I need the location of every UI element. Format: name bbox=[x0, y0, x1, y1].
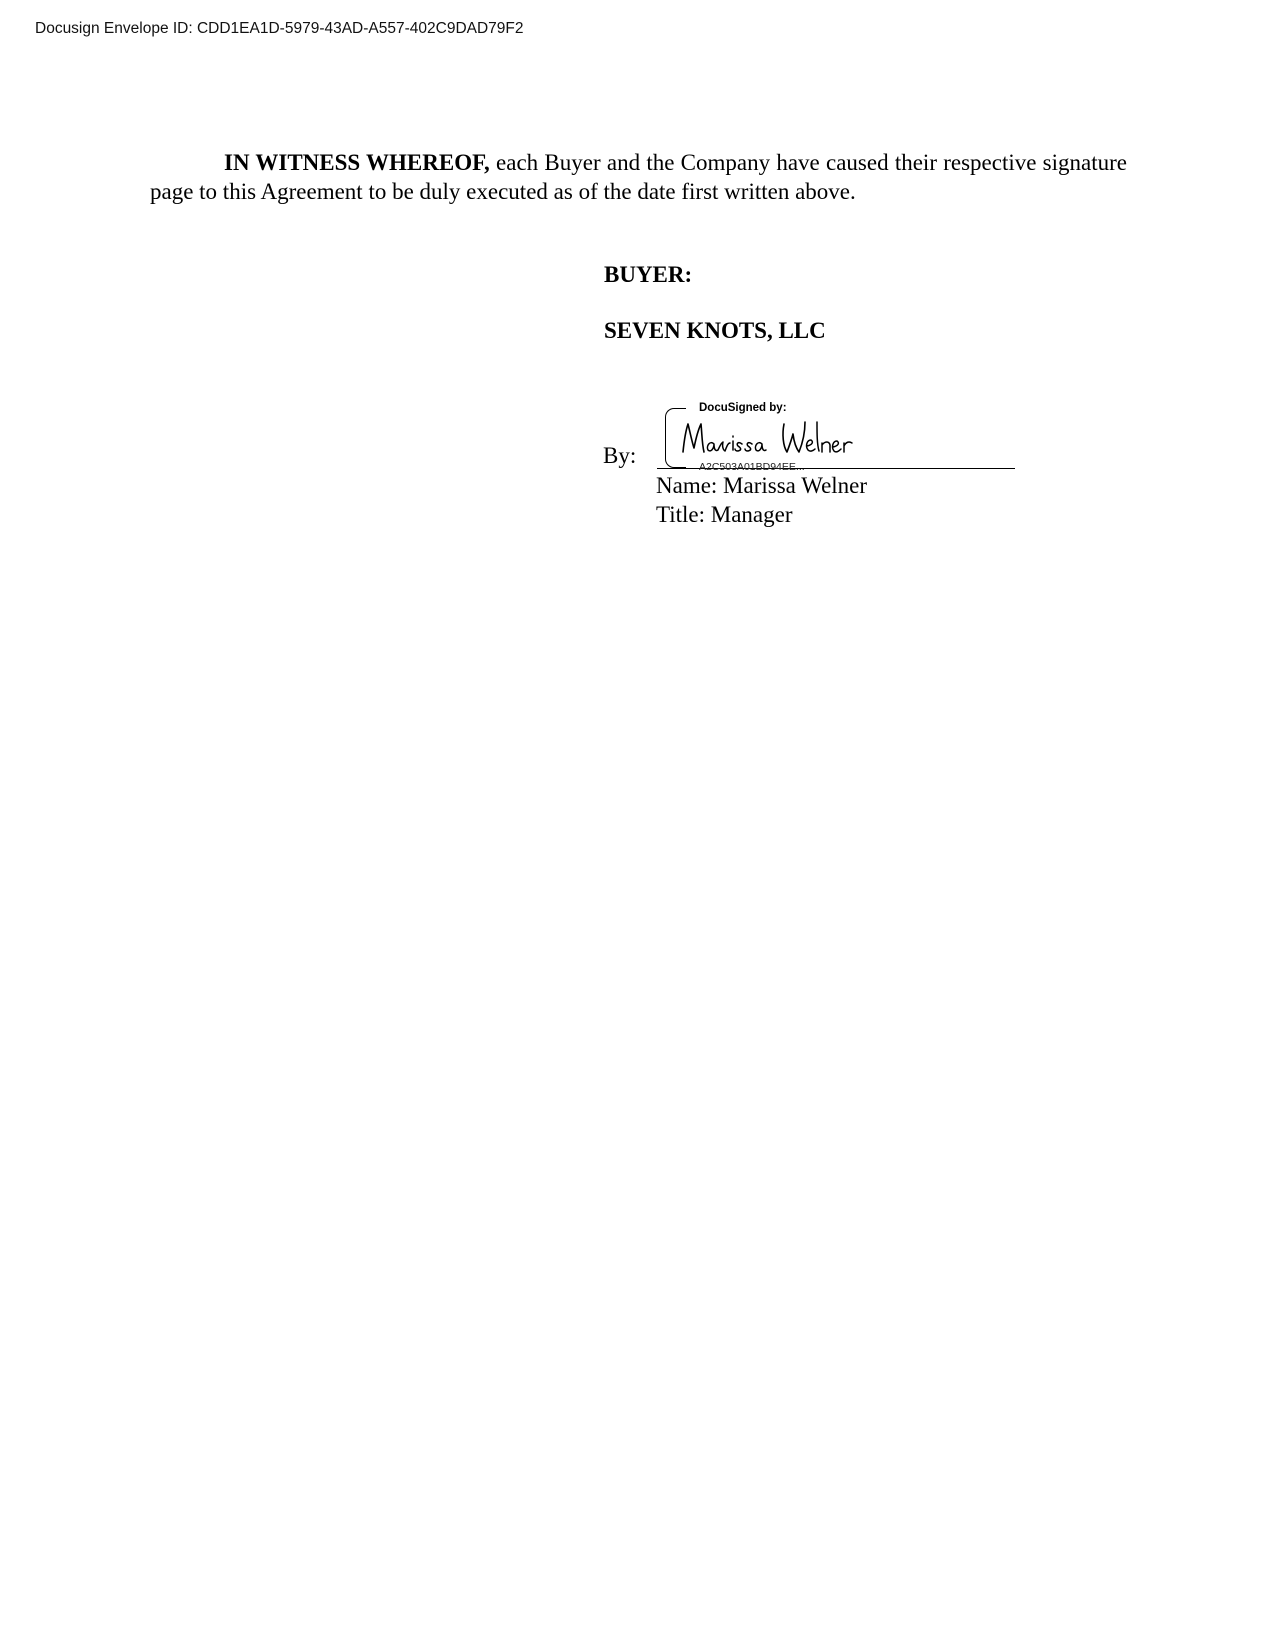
docusigned-by-label: DocuSigned by: bbox=[699, 402, 787, 414]
witness-text: each Buyer and the Company have caused their respective signature page to this Agreement to be duly executed as of the date first written above. bbox=[150, 150, 1127, 204]
buyer-label: BUYER: bbox=[604, 262, 693, 287]
handwritten-signature bbox=[680, 418, 860, 458]
signer-name: Name: Marissa Welner bbox=[656, 473, 868, 498]
signer-title: Title: Manager bbox=[656, 502, 793, 527]
envelope-id-header: Docusign Envelope ID: CDD1EA1D-5979-43AD-A557-402C9DAD79F2 bbox=[35, 20, 524, 37]
witness-bold-lead: IN WITNESS WHEREOF, bbox=[224, 150, 490, 175]
company-name: SEVEN KNOTS, LLC bbox=[604, 318, 826, 343]
by-label: By: bbox=[603, 443, 637, 468]
signature-id: A2C503A01BD94EE... bbox=[699, 461, 805, 473]
witness-paragraph bbox=[150, 148, 1127, 206]
